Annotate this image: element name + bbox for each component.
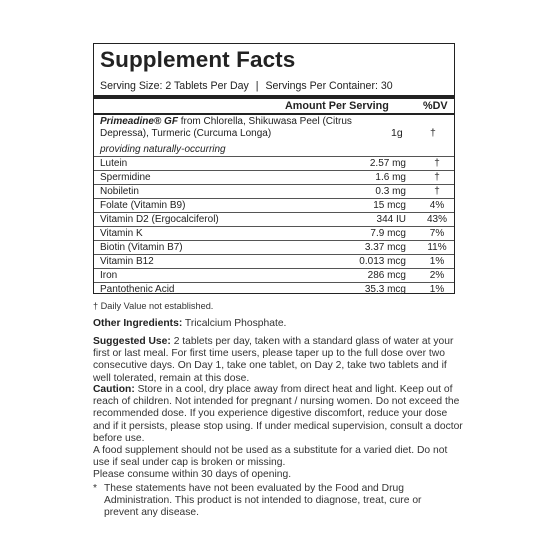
nutrient-amount: 0.3 mg: [375, 186, 406, 197]
nutrient-row: [94, 282, 454, 297]
nutrient-row: [94, 226, 454, 241]
suggested-use-label: Suggested Use:: [93, 336, 171, 347]
blend-description: from Chlorella, Shikuwasa Peel (Citrus Depressa), Turmeric (Curcuma Longa): [100, 116, 352, 139]
nutrient-row: [94, 268, 454, 283]
blend-dv: †: [430, 127, 436, 139]
caution-opening-text: Please consume within 30 days of opening.: [93, 469, 292, 481]
blend-name: Primeadine® GF: [100, 116, 178, 127]
nutrient-name: Vitamin B12: [100, 256, 154, 267]
caution-text: Store in a cool, dry place away from direct heat and light. Keep out of reach of children. Not intended for pregnant / nursing women. Do not exceed the recommended dose. If you experience digestive discomfort, reduce your dose and if it persists, please stop using. If under medical supervision, consult a doctor before use.: [93, 384, 463, 444]
nutrient-name: Pantothenic Acid: [100, 284, 175, 295]
serving-separator: |: [255, 80, 259, 92]
nutrient-amount: 1.6 mg: [375, 172, 406, 183]
caution-substitute-text: A food supplement should not be used as a substitute for a varied diet. Do not use if seal under cap is broken or missing.: [93, 445, 448, 469]
footnote-marker: *: [93, 483, 98, 494]
caution-label: Caution:: [93, 384, 135, 395]
nutrient-dv: 1%: [429, 256, 445, 267]
daily-value-note: † Daily Value not established.: [93, 301, 214, 311]
other-ingredients-text: Tricalcium Phosphate.: [182, 318, 287, 329]
nutrient-name: Lutein: [100, 158, 128, 169]
nutrient-row: [94, 184, 454, 199]
nutrient-amount: 3.37 mcg: [364, 242, 406, 253]
blend-amount: 1g: [391, 127, 403, 139]
serving-info: [100, 80, 393, 92]
amount-header: Amount Per Serving: [285, 100, 389, 112]
nutrient-name: Folate (Vitamin B9): [100, 200, 186, 211]
servings-per-container: Servings Per Container: 30: [265, 80, 393, 92]
nutrient-amount: 7.9 mcg: [370, 228, 406, 239]
blend-ingredient: [100, 116, 380, 139]
column-header-rule: [94, 113, 454, 115]
nutrient-name: Iron: [100, 270, 118, 281]
nutrient-row: [94, 198, 454, 213]
nutrient-dv: 43%: [426, 214, 447, 225]
header-rule: [94, 95, 454, 99]
nutrient-amount: 344 IU: [376, 214, 406, 225]
supplement-facts-panel: [93, 43, 455, 294]
nutrient-row: [94, 212, 454, 227]
nutrient-row: [94, 240, 454, 255]
dv-header: %DV: [423, 100, 448, 112]
nutrient-row: [94, 156, 454, 171]
nutrient-amount: 0.013 mcg: [359, 256, 406, 267]
panel-title: Supplement Facts: [100, 47, 296, 72]
nutrient-row: [94, 170, 454, 185]
suggested-use: [93, 336, 463, 385]
nutrient-dv: 11%: [427, 242, 447, 253]
footnote-text: These statements have not been evaluated by the Food and Drug Administration. This product is not intended to diagnose, treat, cure or prevent any disease.: [104, 483, 422, 519]
suggested-use-text: 2 tablets per day, taken with a standard glass of water at your first or last meal. For first time users, please taper up to the full dose over two consecutive days. On Day 1, take one tablet, on Day 2, take two tablets and if well tolerated, remain at this dose.: [93, 336, 454, 384]
nutrient-dv: 7%: [429, 228, 445, 239]
nutrient-name: Biotin (Vitamin B7): [100, 242, 183, 253]
nutrient-name: Vitamin K: [100, 228, 143, 239]
nutrient-amount: 15 mcg: [373, 200, 406, 211]
nutrient-amount: 35.3 mcg: [364, 284, 406, 295]
nutrient-name: Nobiletin: [100, 186, 139, 197]
nutrient-dv: †: [434, 172, 440, 183]
nutrient-dv: 2%: [429, 270, 445, 281]
nutrient-name: Spermidine: [100, 172, 151, 183]
other-ingredients-label: Other Ingredients:: [93, 318, 183, 329]
nutrient-row: [94, 254, 454, 269]
nutrient-dv: †: [434, 186, 440, 197]
providing-text: providing naturally-occurring: [100, 144, 226, 155]
nutrient-dv: †: [434, 158, 440, 169]
nutrient-amount: 286 mcg: [367, 270, 406, 281]
nutrient-amount: 2.57 mg: [369, 158, 406, 169]
serving-size: Serving Size: 2 Tablets Per Day: [100, 80, 249, 92]
nutrient-name: Vitamin D2 (Ergocalciferol): [100, 214, 219, 225]
nutrient-dv: 1%: [429, 284, 445, 295]
other-ingredients: [93, 318, 463, 330]
caution: [93, 384, 463, 482]
nutrient-dv: 4%: [429, 200, 445, 211]
